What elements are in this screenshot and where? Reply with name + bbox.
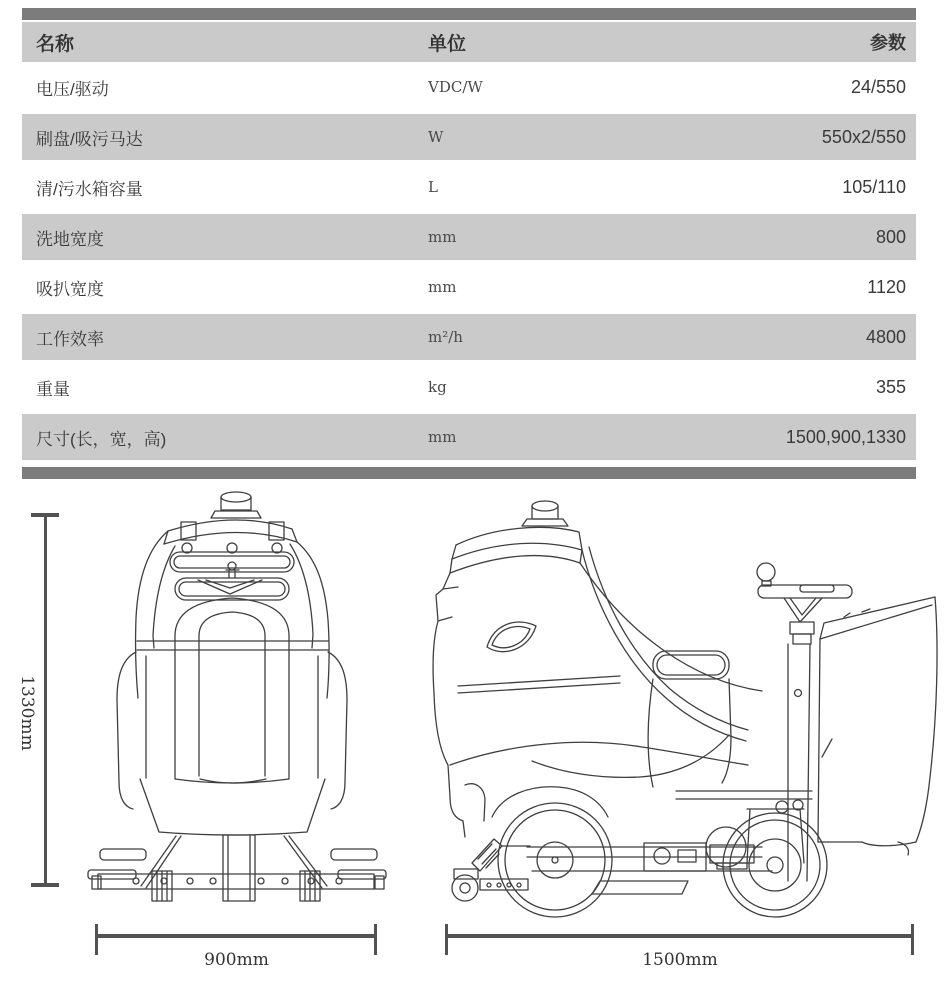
spec-value: 105/110 xyxy=(842,176,906,197)
spec-name: 工作效率 xyxy=(36,329,104,349)
spec-unit: m²/h xyxy=(428,328,463,346)
spec-row-weight xyxy=(22,362,916,412)
length-dimension-label: 1500mm xyxy=(642,950,718,970)
spec-row-voltage xyxy=(22,62,916,112)
spec-name: 尺寸(长，宽，高) xyxy=(36,429,167,449)
spec-table-header-row xyxy=(22,22,916,62)
spec-unit: L xyxy=(428,178,438,196)
spec-unit: W xyxy=(428,128,444,146)
spec-value: 800 xyxy=(875,226,906,247)
spec-unit: VDC/W xyxy=(428,78,483,96)
spec-value: 355 xyxy=(875,376,906,397)
spec-name: 重量 xyxy=(36,379,70,399)
spec-row-tank xyxy=(22,162,916,212)
spec-name: 洗地宽度 xyxy=(36,229,104,249)
spec-unit: mm xyxy=(428,278,457,296)
spec-unit: mm xyxy=(428,428,457,446)
width-dimension-line xyxy=(97,934,376,938)
spec-row-cleaning-width xyxy=(22,212,916,262)
spec-value: 1120 xyxy=(867,276,906,297)
width-dimension-label: 900mm xyxy=(204,950,269,970)
height-dimension-line xyxy=(44,514,47,886)
height-dimension-bottom-tick xyxy=(31,883,59,887)
header-value: 参数 xyxy=(870,33,906,53)
spec-row-dimensions xyxy=(22,412,916,462)
spec-unit: mm xyxy=(428,228,457,246)
spec-row-efficiency xyxy=(22,312,916,362)
header-name: 名称 xyxy=(36,33,75,55)
header-unit: 单位 xyxy=(428,33,467,55)
spec-name: 清/污水箱容量 xyxy=(36,179,143,199)
spec-value: 550x2/550 xyxy=(821,126,906,147)
length-dimension-line xyxy=(447,934,913,938)
spec-value: 24/550 xyxy=(850,76,906,97)
spec-name: 吸扒宽度 xyxy=(36,279,104,299)
height-dimension-label: 1330mm xyxy=(17,675,37,751)
spec-value: 4800 xyxy=(865,326,906,347)
spec-name: 刷盘/吸污马达 xyxy=(36,129,143,149)
spec-row-squeegee-width xyxy=(22,262,916,312)
height-dimension-top-tick xyxy=(31,513,59,517)
spec-table xyxy=(22,22,916,462)
bottom-accent-bar xyxy=(22,467,916,479)
spec-row-motor xyxy=(22,112,916,162)
top-accent-bar xyxy=(22,8,916,20)
front-view-drawing xyxy=(80,486,400,926)
spec-value: 1500,900,1330 xyxy=(785,426,906,447)
side-view-drawing xyxy=(432,495,942,925)
spec-unit: kg xyxy=(428,378,447,396)
spec-name: 电压/驱动 xyxy=(36,79,109,99)
